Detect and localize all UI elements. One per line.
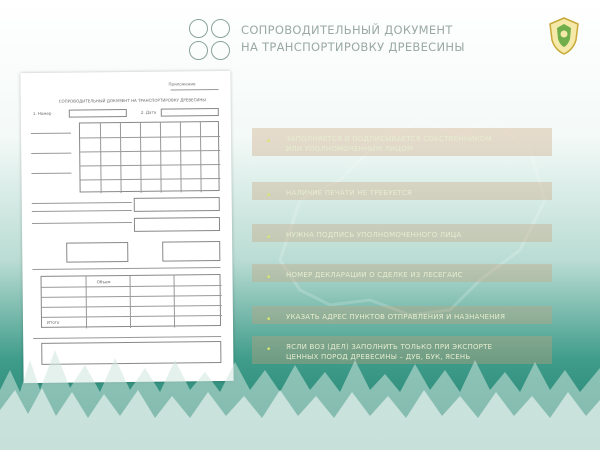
title-line-1: СОПРОВОДИТЕЛЬНЫЙ ДОКУМЕНТ	[241, 23, 453, 37]
item-text: ЗАПОЛНЯЕТСЯ И ПОДПИСЫВАЕТСЯ СОБСТВЕННИКОМ	[286, 135, 492, 143]
agency-logo-3-icon	[189, 41, 208, 60]
item-text: ЯСЛИ ВОЗ (ДЕЛ) ЗАПОЛНИТЬ ТОЛЬКО ПРИ ЭКСПОРТЕ	[286, 343, 493, 351]
agency-logo-1-icon	[189, 19, 208, 38]
header	[0, 0, 600, 70]
bullet-icon: •	[266, 315, 272, 325]
title-line-2: НА ТРАНСПОРТИРОВКУ ДРЕВЕСИНЫ	[241, 40, 465, 54]
doc-volume-label: Объем	[96, 279, 111, 285]
bullet-icon: •	[266, 233, 272, 243]
bullet-icon: •	[266, 273, 272, 283]
bullet-icon: •	[266, 137, 272, 147]
emblem-icon	[546, 14, 582, 56]
agency-logos	[189, 19, 233, 63]
doc-total-label: Итого	[46, 319, 60, 325]
item-text-line2: ЦЕННЫХ ПОРОД ДРЕВЕСИНЫ – ДУБ, БУК, ЯСЕНЬ	[286, 353, 471, 361]
item-text: НАЛИЧИЕ ПЕЧАТИ НЕ ТРЕБУЕТСЯ	[286, 189, 412, 197]
item-text: УКАЗАТЬ АДРЕС ПУНКТОВ ОТПРАВЛЕНИЯ И НАЗНАЧЕНИЯ	[286, 313, 506, 321]
agency-logo-2-icon	[211, 19, 230, 38]
bullet-icon: •	[266, 191, 272, 201]
page-title	[241, 22, 465, 56]
doc-heading: СОПРОВОДИТЕЛЬНЫЙ ДОКУМЕНТ НА ТРАНСПОРТИРОВКУ ДРЕВЕСИНЫ	[58, 97, 206, 104]
item-text: НУЖНА ПОДПИСЬ УПОЛНОМОЧЕННОГО ЛИЦА	[286, 231, 462, 239]
doc-grid	[79, 121, 220, 192]
agency-logo-4-icon	[211, 41, 230, 60]
doc-field-date: 2. Дата	[140, 109, 157, 115]
bullet-icon: •	[266, 345, 272, 355]
doc-appendix: Приложение	[168, 81, 196, 87]
doc-volume-table	[41, 274, 222, 328]
item-text: НОМЕР ДЕКЛАРАЦИИ О СДЕЛКЕ ИЗ ЛЕСЕГАИС	[286, 271, 463, 279]
doc-field-number: 1. Номер	[32, 110, 52, 116]
item-text-line2: ИЛИ УПОЛНОМОЧЕННЫМ ЛИЦОМ	[286, 145, 414, 153]
forest-silhouette	[0, 330, 600, 450]
